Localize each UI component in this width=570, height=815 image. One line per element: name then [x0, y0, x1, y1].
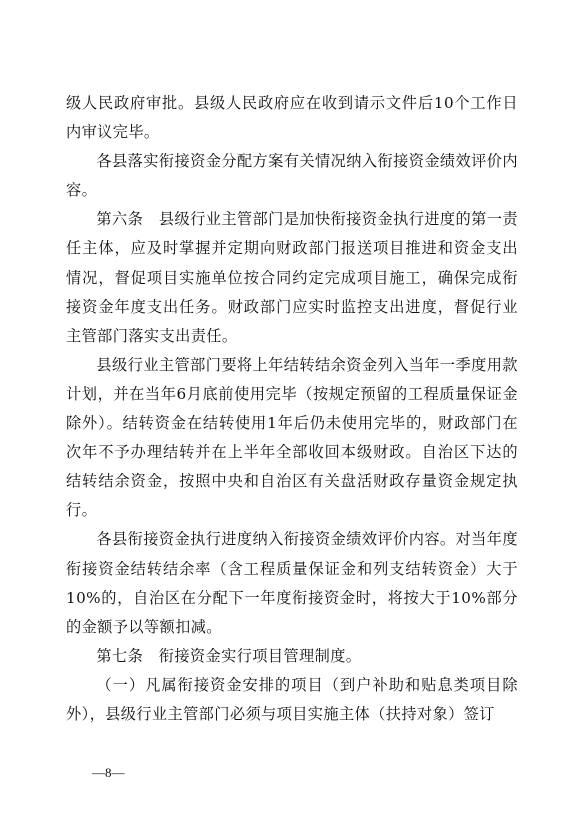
- paragraph-item-1: （一）凡属衔接资金安排的项目（到户补助和贴息类项目除外），县级行业主管部门必须与项目实施主体（扶持对象）签订: [66, 675, 518, 723]
- paragraph-article-7: 第七条 衔接资金实行项目管理制度。: [96, 646, 362, 665]
- paragraph-carryover-funds: 县级行业主管部门要将上年结转结余资金列入当年一季度用款计划，并在当年6月底前使用完毕（按规定预留的工程质量保证金除外）。结转资金在结转使用1年后仍未使用完毕的，财政部门在次年不予办理结转并在上半年全部收回本级财政。自治区下达的结转结余资金，按照中央和自治区有关盘活财政存量资金规定执行。: [66, 355, 518, 520]
- paragraph-allocation-evaluation: 各县落实衔接资金分配方案有关情况纳入衔接资金绩效评价内容。: [66, 152, 518, 200]
- body-text: [66, 89, 518, 729]
- paragraph-continuation: 级人民政府审批。县级人民政府应在收到请示文件后10个工作日内审议完毕。: [66, 94, 518, 142]
- page-number: —8—: [92, 765, 125, 780]
- paragraph-article-6: 第六条 县级行业主管部门是加快衔接资金执行进度的第一责任主体，应及时掌握并定期向财政部门报送项目推进和资金支出情况，督促项目实施单位按合同约定完成项目施工，确保完成衔接资金年度支出任务。财政部门应实时监控支出进度，督促行业主管部门落实支出责任。: [66, 210, 518, 345]
- paragraph-execution-progress: 各县衔接资金执行进度纳入衔接资金绩效评价内容。对当年度衔接资金结转结余率（含工程质量保证金和列支结转资金）大于10%的，自治区在分配下一年度衔接资金时，将按大于10%部分的金额予以等额扣减。: [66, 530, 518, 636]
